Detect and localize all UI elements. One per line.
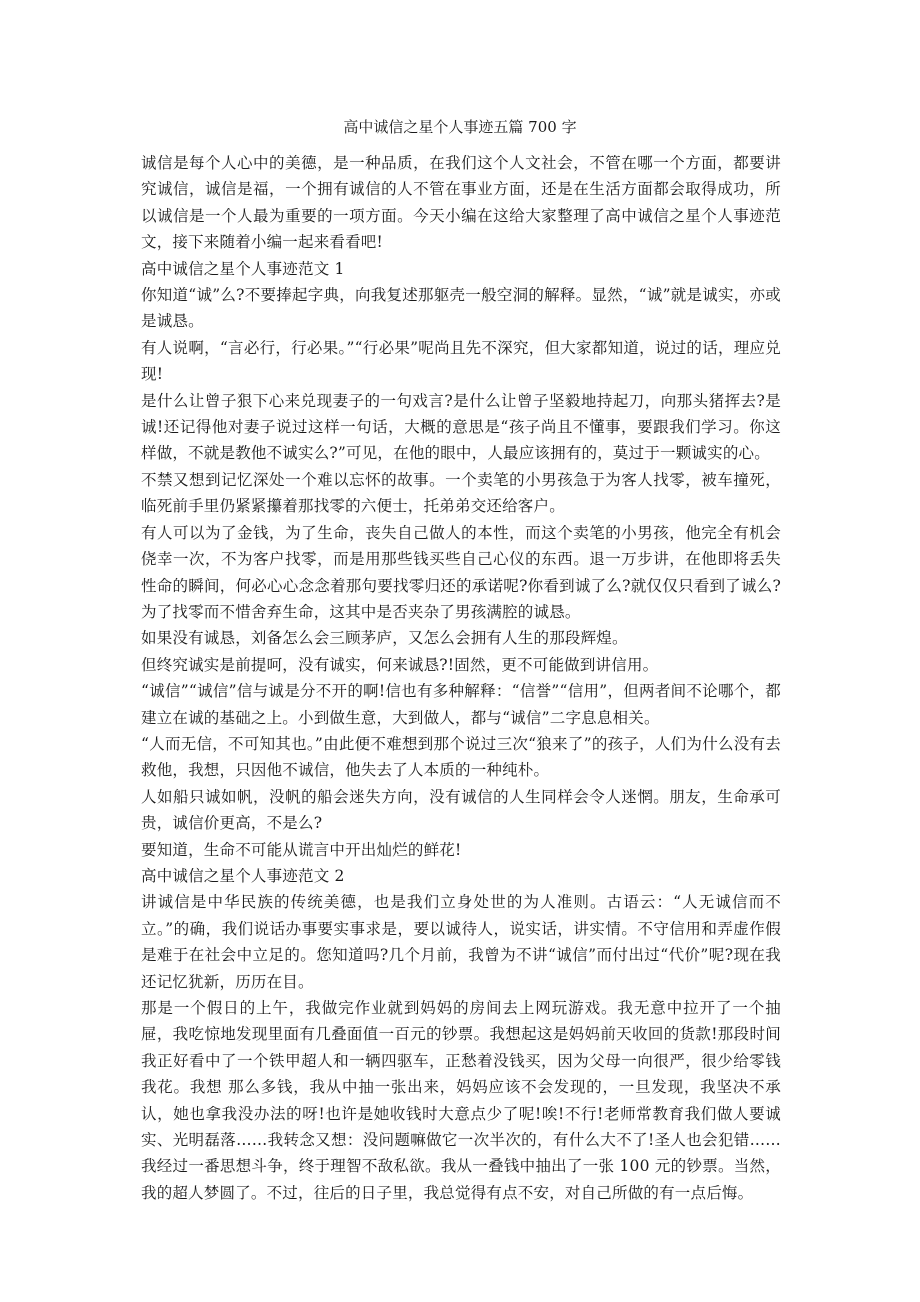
paragraph: 但终究诚实是前提呵，没有诚实，何来诚恳?!固然，更不可能做到讲信用。 (141, 655, 659, 674)
paragraph: 讲诚信是中华民族的传统美德，也是我们立身处世的为人准则。古语云：“人无诚信而不立。”的确，我们说话办事要实事求是，要以诚待人，说实话，讲实情。不守信用和弄虚作假是难于在社会中立足的。您知道吗?几个月前，我曾为不讲“诚信”而付出过“代价”呢?现在我还记忆犹新，历历在目。 (141, 893, 781, 991)
paragraph: 有人说啊，“言必行，行必果。”“行必果”呢尚且先不深究，但大家都知道，说过的话，理应兑现! (141, 338, 781, 384)
section-heading: 高中诚信之星个人事迹范文 2 (141, 866, 345, 885)
document-body (141, 150, 781, 1206)
document-title: 高中诚信之星个人事迹五篇 700 字 (343, 118, 577, 136)
paragraph: 那是一个假日的上午，我做完作业就到妈妈的房间去上网玩游戏。我无意中拉开了一个抽屉，我吃惊地发现里面有几叠面值一百元的钞票。我想起这是妈妈前天收回的货款!那段时间我正好看中了一个铁甲超人和一辆四驱车，正愁着没钱买，因为父母一向很严，很少给零钱我花。我想 那么多钱，我从中抽一张出来，妈妈应该不会发现的，一旦发现，我坚决不承认，她也拿我没办法的呀!也许是她收钱时大意点少了呢!唉!不行!老师常教育我们做人要诚实、光明磊落……我转念又想：没问题嘛做它一次半次的，有什么大不了!圣人也会犯错……我经过一番思想斗争，终于理智不敌私欲。我从一叠钱中抽出了一张 100 元的钞票。当然，我的超人梦圆了。不过，往后的日子里，我总觉得有点不安，对自己所做的有一点后悔。 (141, 999, 781, 1202)
paragraph: 是什么让曾子狠下心来兑现妻子的一句戏言?是什么让曾子坚毅地持起刀，向那头猪挥去?是诚!还记得他对妻子说过这样一句话，大概的意思是“孩子尚且不懂事，要跟我们学习。你这样做，不就是教他不诚实么?”可见，在他的眼中，人最应该拥有的，莫过于一颗诚实的心。 (141, 391, 781, 463)
section-heading: 高中诚信之星个人事迹范文 1 (141, 259, 345, 278)
paragraph: 有人可以为了金钱，为了生命，丧失自己做人的本性，而这个卖笔的小男孩，他完全有机会侥幸一次，不为客户找零，而是用那些钱买些自己心仪的东西。退一万步讲，在他即将丢失性命的瞬间，何必心心念念着那句要找零归还的承诺呢?你看到诚了么?就仅仅只看到了诚么?为了找零而不惜舍弃生命，这其中是否夹杂了男孩满腔的诚恳。 (141, 523, 781, 621)
paragraph: “诚信”“诚信”信与诚是分不开的啊!信也有多种解释：“信誉”“信用”，但两者间不论哪个，都建立在诚的基础之上。小到做生意，大到做人，都与“诚信”二字息息相关。 (141, 682, 781, 727)
paragraph: 要知道，生命不可能从谎言中开出灿烂的鲜花! (141, 840, 462, 859)
paragraph: 不禁又想到记忆深处一个难以忘怀的故事。一个卖笔的小男孩急于为客人找零，被车撞死，临死前手里仍紧紧攥着那找零的六便士，托弟弟交还给客户。 (141, 470, 781, 516)
paragraph: 诚信是每个人心中的美德，是一种品质，在我们这个人文社会，不管在哪一个方面，都要讲究诚信，诚信是福，一个拥有诚信的人不管在事业方面，还是在生活方面都会取得成功，所以诚信是一个人最为重要的一项方面。今天小编在这给大家整理了高中诚信之星个人事迹范文，接下来随着小编一起来看看吧! (141, 154, 781, 252)
paragraph: 如果没有诚恳，刘备怎么会三顾茅庐，又怎么会拥有人生的那段辉煌。 (141, 629, 628, 648)
paragraph: 人如船只诚如帆，没帆的船会迷失方向，没有诚信的人生同样会令人迷惘。朋友，生命承可贵，诚信价更高，不是么? (141, 787, 781, 833)
paragraph: “人而无信，不可知其也。”由此便不难想到那个说过三次“狼来了”的孩子，人们为什么没有去救他，我想，只因他不诚信，他失去了人本质的一种纯朴。 (141, 734, 781, 780)
paragraph: 你知道“诚”么?不要捧起字典，向我复述那躯壳一般空洞的解释。显然，“诚”就是诚实，亦或是诚恳。 (141, 286, 781, 331)
